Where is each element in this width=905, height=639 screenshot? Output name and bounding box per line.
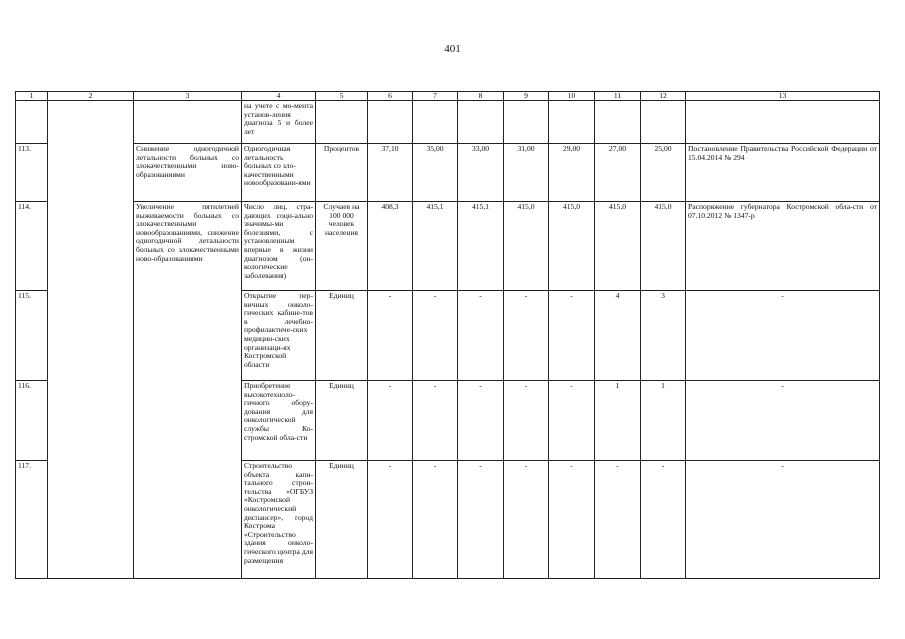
- column-number: 11: [595, 92, 641, 101]
- value-cell: [641, 101, 686, 144]
- column-number-row: [16, 92, 880, 101]
- source-cell: Распоряжение губернатора Костромской обла-сти от 07.10.2012 № 1347-р: [686, 202, 880, 291]
- value-cell: -: [413, 291, 458, 381]
- unit-cell: Случаев на 100 000 человек населения: [316, 202, 368, 291]
- value-cell: 408,3: [368, 202, 413, 291]
- value-cell: 415,0: [595, 202, 641, 291]
- value-cell: -: [458, 291, 504, 381]
- value-cell: -: [368, 291, 413, 381]
- indicator-cell: Число лиц, стра-дающих соци-ально значимы-ми болезнями, с установленным впервые в жизни диагнозом (он-кологические заболевания): [242, 202, 316, 291]
- value-cell: [458, 101, 504, 144]
- unit-cell: Единиц: [316, 291, 368, 381]
- column-number: 10: [549, 92, 595, 101]
- table-row: [16, 144, 880, 202]
- row-number-cell: 113.: [16, 144, 48, 202]
- value-cell: -: [413, 381, 458, 461]
- table-row: [16, 202, 880, 291]
- unit-cell: Процентов: [316, 144, 368, 202]
- value-cell: 415,1: [413, 202, 458, 291]
- column-number: 13: [686, 92, 880, 101]
- value-cell: -: [413, 461, 458, 579]
- indicator-cell: Приобретение высокотехноло-гичного обору-дования для онкологической службы Ко-стромской обла-сти: [242, 381, 316, 461]
- value-cell: -: [504, 461, 549, 579]
- value-cell: -: [458, 381, 504, 461]
- continuation-row: [16, 101, 880, 144]
- column-number: 9: [504, 92, 549, 101]
- column-number: 3: [134, 92, 242, 101]
- unit-cell: [316, 101, 368, 144]
- value-cell: 33,00: [458, 144, 504, 202]
- value-cell: 415,0: [641, 202, 686, 291]
- source-cell: [686, 101, 880, 144]
- column-number: 8: [458, 92, 504, 101]
- indicator-cell: на учете с мо-мента установ-ления диагноза 5 и более лет: [242, 101, 316, 144]
- value-cell: 1: [641, 381, 686, 461]
- indicator-cell: Строительство объекта капи-тального строи-тельства «ОГБУЗ «Костромской онкологический диспансер», город Кострома «Строительство здания онколо-гического центра для размещения: [242, 461, 316, 579]
- value-cell: 25,00: [641, 144, 686, 202]
- value-cell: 415,1: [458, 202, 504, 291]
- column-number: 5: [316, 92, 368, 101]
- column-number: 6: [368, 92, 413, 101]
- value-cell: [504, 101, 549, 144]
- value-cell: [549, 101, 595, 144]
- row-number-cell: [16, 101, 48, 144]
- unit-cell: Единиц: [316, 381, 368, 461]
- page-number: 401: [444, 43, 461, 55]
- source-cell: -: [686, 291, 880, 381]
- source-cell: Постановление Правительства Российской Федерации от 15.04.2014 № 294: [686, 144, 880, 202]
- value-cell: -: [368, 461, 413, 579]
- value-cell: 35,00: [413, 144, 458, 202]
- value-cell: -: [595, 461, 641, 579]
- value-cell: 27,00: [595, 144, 641, 202]
- column-number: 7: [413, 92, 458, 101]
- indicator-cell: Открытие пер-вичных онколо-гических кабине-тов в лечебно-профилактиче-ских медицин-ских организаци-ях Костромской области: [242, 291, 316, 381]
- row-number-cell: 115.: [16, 291, 48, 381]
- value-cell: [595, 101, 641, 144]
- value-cell: 4: [595, 291, 641, 381]
- row-number-cell: 117.: [16, 461, 48, 579]
- indicators-table: [15, 91, 880, 579]
- row-number-cell: 116.: [16, 381, 48, 461]
- value-cell: 1: [595, 381, 641, 461]
- row-number-cell: 114.: [16, 202, 48, 291]
- column-number: 4: [242, 92, 316, 101]
- value-cell: -: [504, 291, 549, 381]
- task-cell: [134, 101, 242, 144]
- value-cell: 415,0: [504, 202, 549, 291]
- value-cell: 415,0: [549, 202, 595, 291]
- column-number: 12: [641, 92, 686, 101]
- value-cell: -: [549, 381, 595, 461]
- value-cell: [368, 101, 413, 144]
- column-number: 1: [16, 92, 48, 101]
- value-cell: 29,00: [549, 144, 595, 202]
- value-cell: -: [549, 461, 595, 579]
- value-cell: 3: [641, 291, 686, 381]
- value-cell: 31,00: [504, 144, 549, 202]
- goal-cell: [48, 101, 134, 579]
- unit-cell: Единиц: [316, 461, 368, 579]
- value-cell: -: [504, 381, 549, 461]
- task-cell: Снижение одногодичной летальности больных со злокачественными ново-образованиями: [134, 144, 242, 202]
- value-cell: -: [549, 291, 595, 381]
- column-number: 2: [48, 92, 134, 101]
- value-cell: -: [458, 461, 504, 579]
- task-cell: Увеличение пятилетней выживаемости больных со злокачественными новообразованиями, снижение одногодичной летальности больных со злокачественными ново-образованиями: [134, 202, 242, 579]
- value-cell: 37,10: [368, 144, 413, 202]
- value-cell: -: [641, 461, 686, 579]
- value-cell: [413, 101, 458, 144]
- source-cell: -: [686, 381, 880, 461]
- value-cell: -: [368, 381, 413, 461]
- indicator-cell: Одногодичная летальность больных со зло-качественными новообразовани-ями: [242, 144, 316, 202]
- source-cell: -: [686, 461, 880, 579]
